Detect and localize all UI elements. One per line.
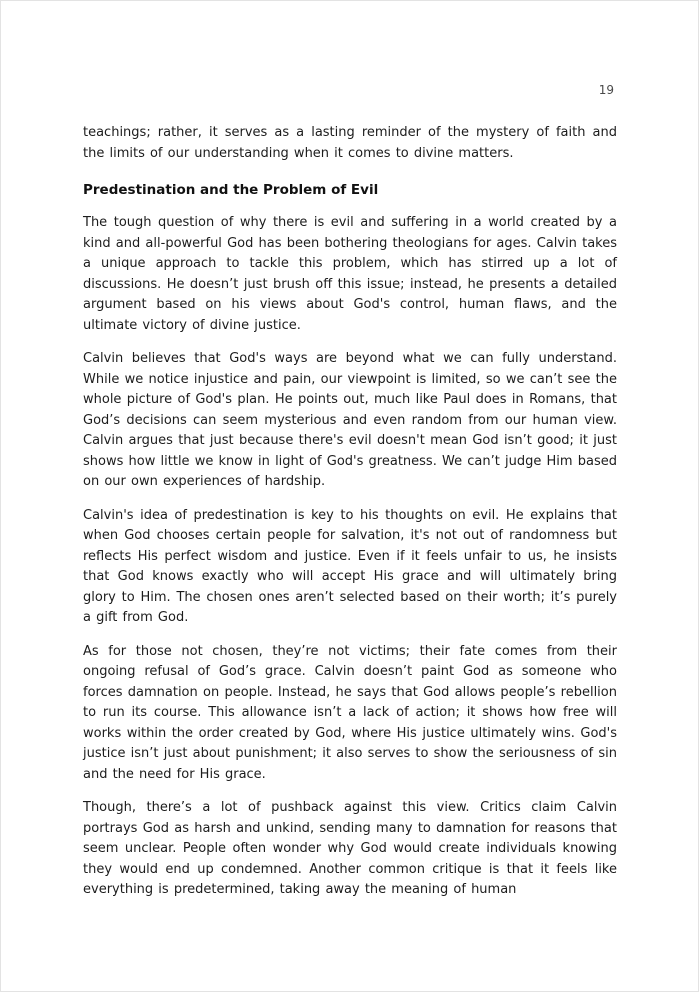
continuation-paragraph: teachings; rather, it serves as a lasting reminder of the mystery of faith and the limits of our understanding when it comes to divine matters.	[83, 125, 617, 161]
page-content	[83, 123, 617, 914]
body-paragraph: Calvin believes that God's ways are beyond what we can fully understand. While we notice injustice and pain, our viewpoint is limited, so we can’t see the whole picture of God's plan. He points out, much like Paul does in Romans, that God’s decisions can seem mysterious and even random from our human view. Calvin argues that just because there's evil doesn't mean God isn’t good; it just shows how little we know in light of God's greatness. We can’t judge Him based on our own experiences of hardship.	[83, 351, 617, 489]
body-paragraph: The tough question of why there is evil and suffering in a world created by a kind and all-powerful God has been bothering theologians for ages. Calvin takes a unique approach to tackle this problem, which has stirred up a lot of discussions. He doesn’t just brush off this issue; instead, he presents a detailed argument based on his views about God's control, human flaws, and the ultimate victory of divine justice.	[83, 215, 617, 333]
page-number: 19	[598, 83, 614, 97]
section-heading: Predestination and the Problem of Evil	[83, 182, 379, 198]
body-paragraph: As for those not chosen, they’re not victims; their fate comes from their ongoing refusal of God’s grace. Calvin doesn’t paint God as someone who forces damnation on people. Instead, he says that God allows people’s rebellion to run its course. This allowance isn’t a lack of action; it shows how free will works within the order created by God, where His justice ultimately wins. God's justice isn’t just about punishment; it also serves to show the seriousness of sin and the need for His grace.	[83, 643, 617, 782]
body-paragraph: Though, there’s a lot of pushback against this view. Critics claim Calvin portrays God as harsh and unkind, sending many to damnation for reasons that seem unclear. People often wonder why God would create individuals knowing they would end up condemned. Another common critique is that it feels like everything is predetermined, taking away the meaning of human	[83, 800, 617, 897]
body-paragraph: Calvin's idea of predestination is key to his thoughts on evil. He explains that when God chooses certain people for salvation, it's not out of randomness but reflects His perfect wisdom and justice. Even if it feels unfair to us, he insists that God knows exactly who will accept His grace and will ultimately bring glory to Him. The chosen ones aren’t selected based on their worth; it’s purely a gift from God.	[83, 507, 617, 625]
